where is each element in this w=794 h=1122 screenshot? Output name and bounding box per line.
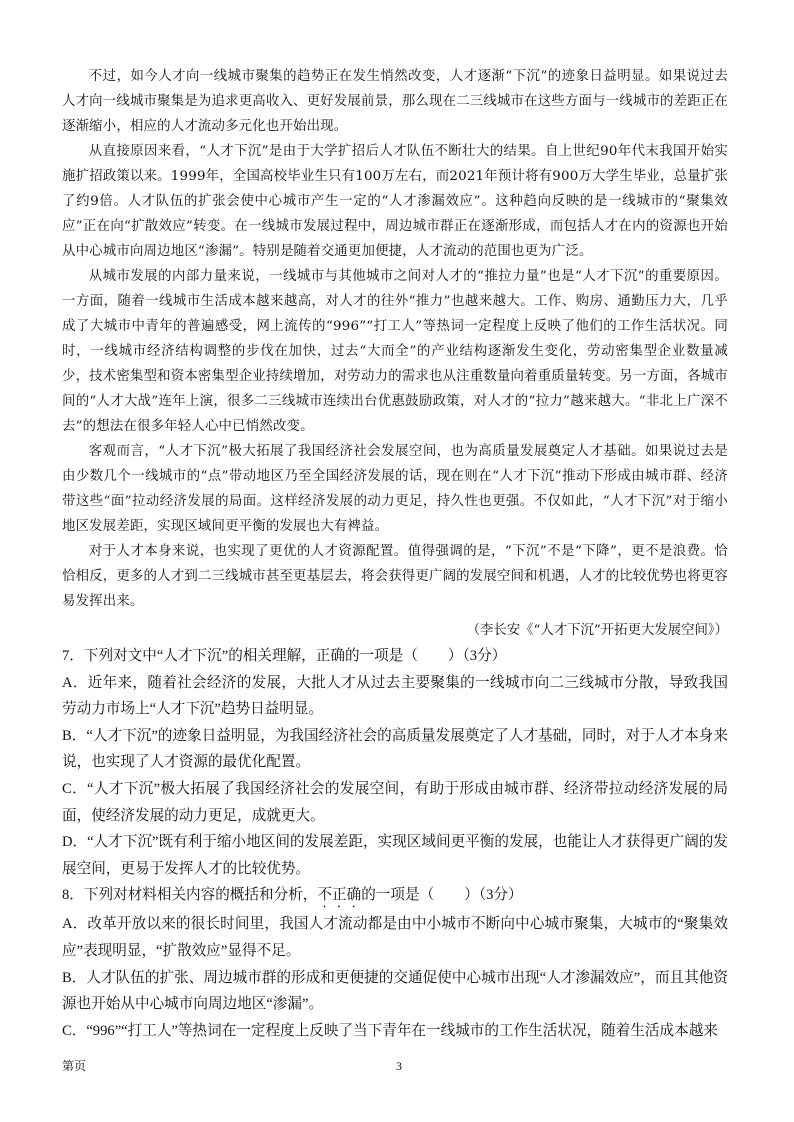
questions-section [62,643,728,1044]
passage-source: （李长安《“人才下沉”开拓更大发展空间》） [466,623,728,638]
document-page [62,64,728,1044]
question-8-text-after: 的一项是（ [361,887,435,904]
question-7-option-d: D．“人才下沉”既有利于缩小地区间的发展差距，实现区域间更平衡的发展，也能让人才获得更广阔的发展空间，更易于发挥人才的比较优势。 [62,834,728,877]
question-8-option-c: C．“996”“打工人”等热词在一定程度上反映了当下青年在一线城市的工作生活状况，随着生活成本越来 [62,1022,718,1039]
question-7-option-b: B．“人才下沉”的迹象日益明显，为我国经济社会的高质量发展奠定了人才基础，同时，对于人才本身来说，也实现了人才资源的最优化配置。 [62,727,728,771]
question-8-option-a: A．改革开放以来的很长时间里，我国人才流动都是由中小城市不断向中心城市聚集，大城市的“聚集效应”表现明显，“扩散效应”显得不足。 [62,916,728,959]
footer-page-number: 3 [396,1059,402,1073]
question-7-option-a: A．近年来，随着社会经济的发展，大批人才从过去主要聚集的一线城市向二三线城市分散，导致我国劳动力市场上“人才下沉”趋势日益明显。 [62,674,728,718]
reading-passage [62,64,728,614]
question-7-option-c: C．“人才下沉”极大拓展了我国经济社会的发展空间，有助于形成由城市群、经济带拉动经济发展的局面，使经济发展的动力更足，成就更大。 [62,780,728,824]
question-8-score: ）（3分） [464,887,523,904]
question-7-stem [62,643,728,670]
passage-paragraph-3: 从城市发展的内部力量来说，一线城市与其他城市之间对人才的“推拉力量”也是“人才下沉”的重要原因。一方面，随着一线城市生活成本越来越高，对人才的往外“推力”也越来越大。工作、购房、通勤压力大，几乎成了大城市中青年的普遍感受，网上流传的“996”“打工人”等热词一定程度上反映了他们的工作生活状况。同时，一线城市经济结构调整的步伐在加快，过去“大而全”的产业结构逐渐发生变化，劳动密集型企业数量减少，技术密集型和资本密集型企业持续增加，对劳动力的需求也从注重数量向着重质量转变。另一方面，各城市间的“人才大战”连年上演，很多二三线城市连续出台优惠鼓励政策，对人才的“拉力”越来越大。“非北上广深不去”的想法在很多年轻人心中已悄然改变。 [62,269,728,434]
question-8-stem [62,882,728,911]
question-8-emphasis: 不正确 [317,887,362,904]
passage-paragraph-4: 客观而言，“人才下沉”极大拓展了我国经济社会发展空间，也为高质量发展奠定人才基础。如果说过去是由少数几个一线城市的“点”带动地区乃至全国经济发展的话，现在则在“人才下沉”推动下形成由城市群、经济带这些“面”拉动经济发展的局面。这样经济发展的动力更足，持久性也更强。不仅如此，“人才下沉”对于缩小地区发展差距，实现区域间更平衡的发展也大有裨益。 [62,444,728,534]
passage-paragraph-1: 不过，如今人才向一线城市聚集的趋势正在发生悄然改变，人才逐渐“下沉”的迹象日益明显。如果说过去人才向一线城市聚集是为追求更高收入、更好发展前景，那么现在二三线城市在这些方面与一线城市的差距正在逐渐缩小，相应的人才流动多元化也开始出现。 [62,69,728,134]
passage-paragraph-5: 对于人才本身来说，也实现了更优的人才资源配置。值得强调的是，“下沉”不是“下降”，更不是浪费。恰恰相反，更多的人才到二三线城市甚至更基层去，将会获得更广阔的发展空间和机遇，人才的比较优势也将更容易发挥出来。 [62,544,728,609]
question-7-text: 7．下列对文中“人才下沉”的相关理解，正确的一项是（ [62,648,418,664]
question-8-text-before: 8．下列对材料相关内容的概括和分析， [62,887,318,904]
question-7-score: ）（3分） [447,648,507,664]
footer-page-label: 第页 [62,1059,87,1073]
passage-paragraph-2: 从直接原因来看，“人才下沉”是由于大学扩招后人才队伍不断壮大的结果。自上世纪90年代末我国开始实施扩招政策以来。1999年，全国高校毕业生只有100万左右，而2021年预计将有900万大学生毕业，总量扩张了约9倍。人才队伍的扩张会使中心城市产生一定的“人才渗漏效应”。这种趋向反映的是一线城市的“聚集效应”正在向“扩散效应”转变。在一线城市发展过程中，周边城市群正在逐渐形成，而包括人才在内的资源也开始从中心城市向周边地区“渗漏”。特别是随着交通更加便捷，人才流动的范围也更为广泛。 [62,144,728,259]
question-8-option-b: B．人才队伍的扩张、周边城市群的形成和更便捷的交通促使中心城市出现“人才渗漏效应”，而且其他资源也开始从中心城市向周边地区“渗漏”。 [62,969,728,1013]
